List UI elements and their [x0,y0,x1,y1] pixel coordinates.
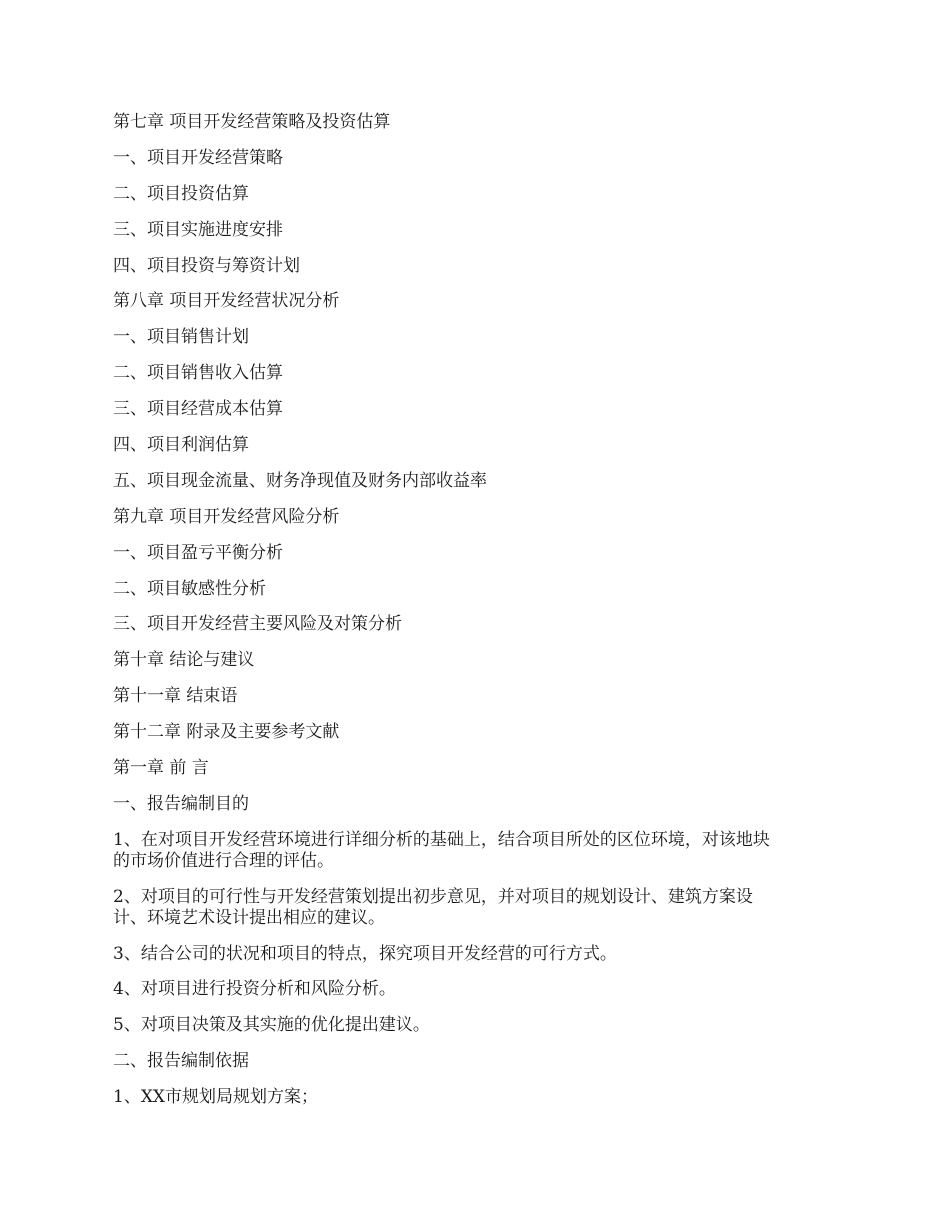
purpose-item-4: 4、对项目进行投资分析和风险分析。 [113,979,396,1000]
toc-item: 三、项目开发经营主要风险及对策分析 [113,614,402,635]
document-page [113,112,843,1123]
toc-item: 四、项目投资与筹资计划 [113,255,300,276]
section-basis-heading: 二、报告编制依据 [113,1051,249,1072]
toc-chapter-12: 第十二章 附录及主要参考文献 [113,722,340,743]
purpose-item-5: 5、对项目决策及其实施的优化提出建议。 [113,1015,430,1036]
toc-item: 四、项目利润估算 [113,435,249,456]
purpose-item-1-line-1: 1、在对项目开发经营环境进行详细分析的基础上，结合项目所处的区位环境，对该地块 [113,829,770,850]
toc-chapter-8: 第八章 项目开发经营状况分析 [113,291,340,312]
toc-item: 一、项目销售计划 [113,327,249,348]
section-purpose-heading: 一、报告编制目的 [113,793,249,814]
toc-item: 三、项目经营成本估算 [113,399,283,420]
toc-item: 二、项目销售收入估算 [113,363,283,384]
purpose-item-3: 3、结合公司的状况和项目的特点，探究项目开发经营的可行方式。 [113,943,617,964]
toc-item: 二、项目敏感性分析 [113,578,266,599]
toc-chapter-9: 第九章 项目开发经营风险分析 [113,506,340,527]
toc-chapter-7: 第七章 项目开发经营策略及投资估算 [113,112,391,132]
toc-chapter-11: 第十一章 结束语 [113,686,238,707]
basis-item-1: 1、XX市规划局规划方案； [113,1087,319,1108]
toc-item: 一、项目盈亏平衡分析 [113,542,283,563]
purpose-item-2 [113,887,843,929]
toc-chapter-10: 第十章 结论与建议 [113,650,255,671]
purpose-item-2-line-2: 计、环境艺术设计提出相应的建议。 [113,907,385,928]
purpose-item-2-line-1: 2、对项目的可行性与开发经营策划提出初步意见，并对项目的规划设计、建筑方案设 [113,886,753,907]
chapter-1-heading: 第一章 前 言 [113,758,209,779]
toc-item: 二、项目投资估算 [113,183,249,204]
toc-item: 三、项目实施进度安排 [113,219,283,240]
toc-item: 一、项目开发经营策略 [113,147,283,168]
purpose-item-1-line-2: 的市场价值进行合理的评估。 [113,850,334,871]
purpose-item-1 [113,830,843,872]
toc-item: 五、项目现金流量、财务净现值及财务内部收益率 [113,470,487,491]
